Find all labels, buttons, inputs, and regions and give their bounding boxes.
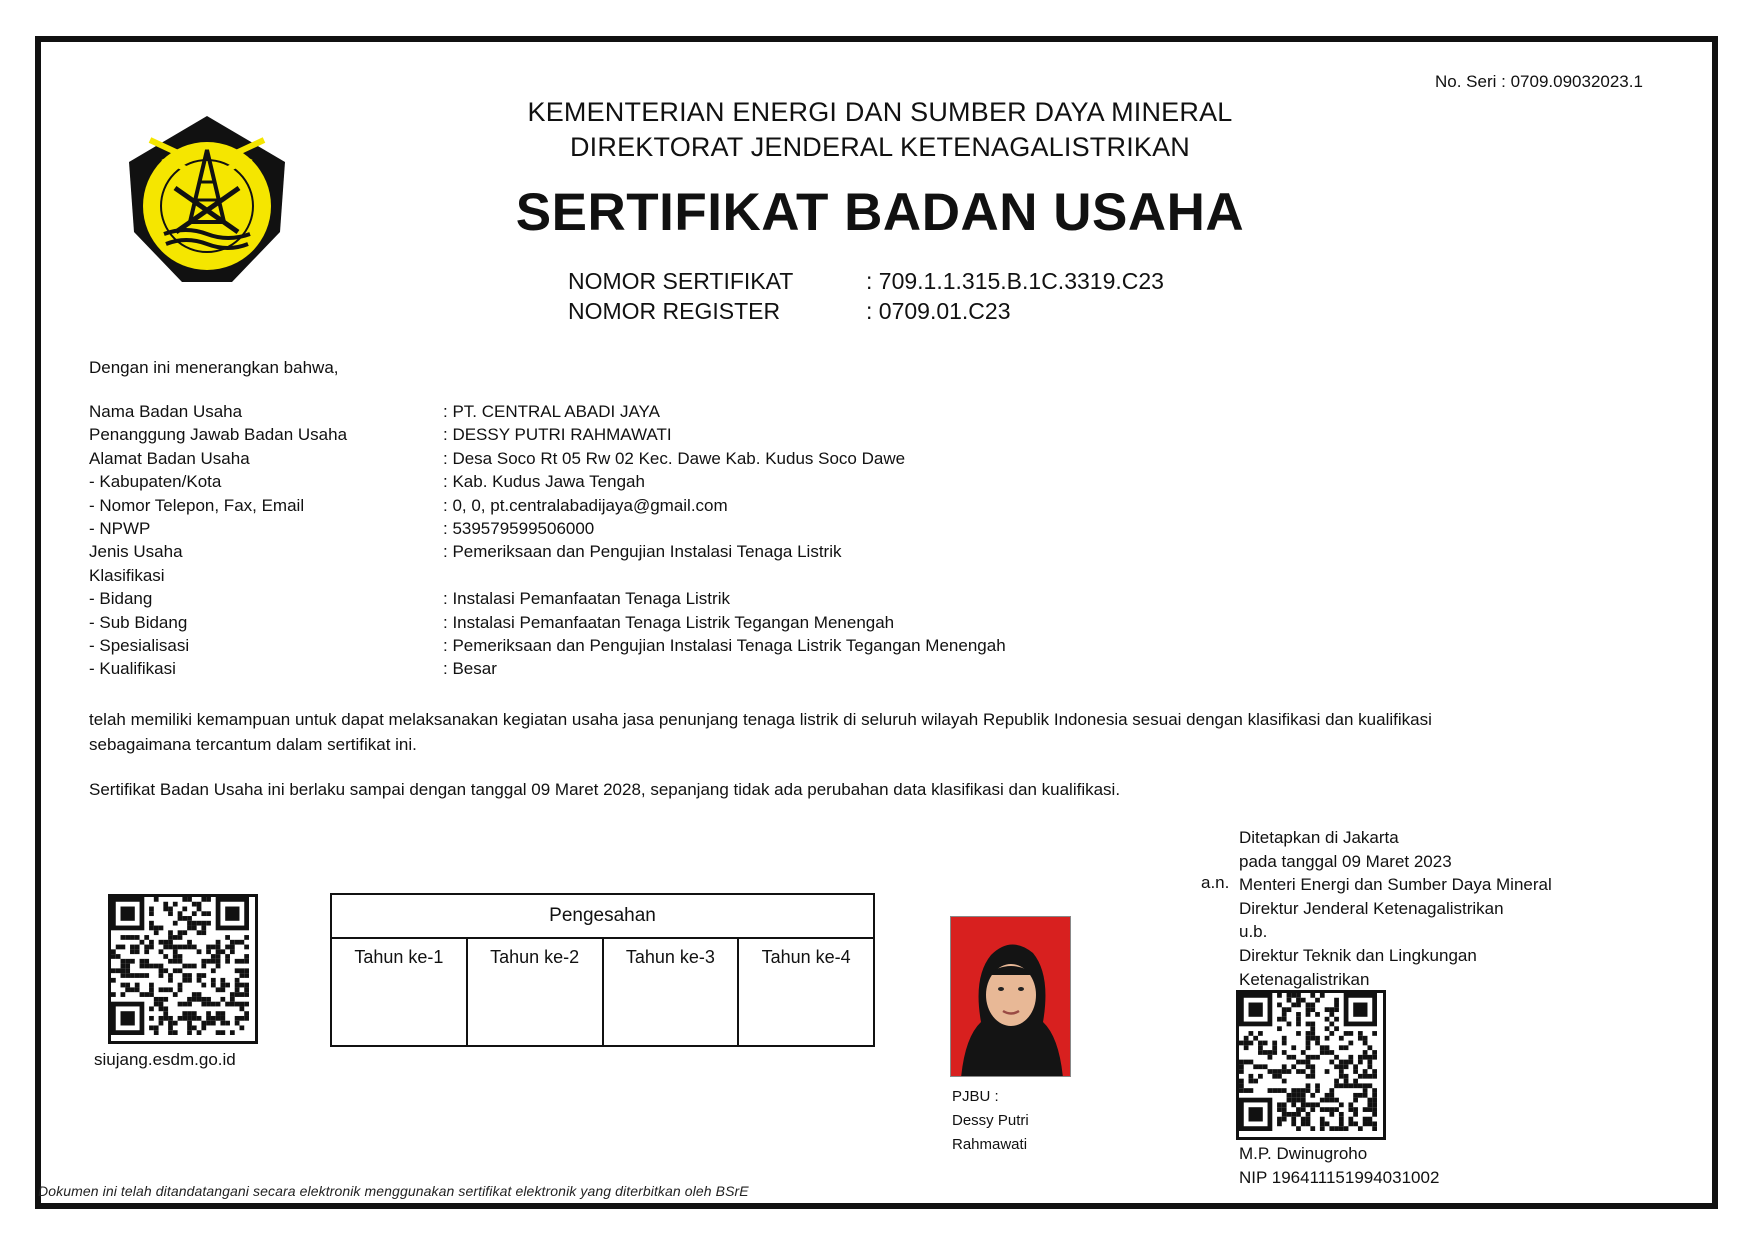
pengesahan-table xyxy=(330,893,875,1047)
pengesahan-title: Pengesahan xyxy=(332,895,873,939)
field-label: Penanggung Jawab Badan Usaha xyxy=(89,425,348,445)
nomor-register-value: : 0709.01.C23 xyxy=(866,298,1011,324)
electronic-signature-note: Dokumen ini telah ditandatangani secara elektronik menggunakan sertifikat elektronik yang diterbitkan oleh BSrE xyxy=(38,1183,749,1199)
nomor-sertifikat-value: : 709.1.1.315.B.1C.3319.C23 xyxy=(866,268,1164,294)
sign-line: u.b. xyxy=(1239,922,1268,942)
field-value: : Pemeriksaan dan Pengujian Instalasi Tenaga Listrik Tegangan Menengah xyxy=(443,635,1006,655)
sign-line: Direktur Jenderal Ketenagalistrikan xyxy=(1239,898,1504,918)
capability-paragraph xyxy=(89,707,1589,757)
field-value: : Pemeriksaan dan Pengujian Instalasi Tenaga Listrik xyxy=(443,542,842,562)
field-label: - Nomor Telepon, Fax, Email xyxy=(89,495,305,515)
field-label: Alamat Badan Usaha xyxy=(89,448,250,468)
company-fields xyxy=(89,402,1006,683)
portrait-photo-icon xyxy=(950,916,1071,1077)
field-row xyxy=(89,613,1006,636)
sign-line: Direktur Teknik dan Lingkungan xyxy=(1239,945,1477,965)
field-label: Jenis Usaha xyxy=(89,542,183,562)
signature-block xyxy=(1239,826,1552,991)
field-label: Nama Badan Usaha xyxy=(89,402,243,421)
field-label: - Sub Bidang xyxy=(89,612,188,632)
field-row xyxy=(89,566,1006,589)
validity-paragraph: Sertifikat Badan Usaha ini berlaku sampai dengan tanggal 09 Maret 2028, sepanjang tidak ada perubahan data klasifikasi dan kualifikasi. xyxy=(89,780,1121,799)
pjbu-name-line-1: Dessy Putri xyxy=(952,1112,1029,1129)
field-row xyxy=(89,425,1006,448)
capability-line-2: sebagaimana tercantum dalam sertifikat ini. xyxy=(89,735,417,754)
official-nip: NIP 196411151994031002 xyxy=(1239,1168,1440,1187)
field-label: - Bidang xyxy=(89,589,153,609)
siujang-caption: siujang.esdm.go.id xyxy=(94,1050,236,1069)
field-value: : 539579599506000 xyxy=(443,518,595,538)
capability-line-1: telah memiliki kemampuan untuk dapat melaksanakan kegiatan usaha jasa penunjang tenaga listrik di seluruh wilayah Republik Indonesia sesuai dengan klasifikasi dan kualifikasi xyxy=(89,710,1432,729)
serial-number: No. Seri : 0709.09032023.1 xyxy=(1435,72,1643,91)
field-row xyxy=(89,472,1006,495)
esdm-emblem-icon xyxy=(120,112,295,287)
field-row xyxy=(89,659,1006,682)
field-label: - Kabupaten/Kota xyxy=(89,472,222,492)
field-row xyxy=(89,636,1006,659)
field-row xyxy=(89,402,1006,425)
field-label: Klasifikasi xyxy=(89,565,165,585)
field-value: : PT. CENTRAL ABADI JAYA xyxy=(443,402,660,421)
sign-line: pada tanggal 09 Maret 2023 xyxy=(1239,851,1452,871)
field-row xyxy=(89,519,1006,542)
field-value: : Desa Soco Rt 05 Rw 02 Kec. Dawe Kab. Kudus Soco Dawe xyxy=(443,448,906,468)
sign-line: Ketenagalistrikan xyxy=(1239,969,1370,989)
pengesahan-col-4: Tahun ke-4 xyxy=(761,947,851,967)
sign-line: Menteri Energi dan Sumber Daya Mineral xyxy=(1239,875,1552,895)
qr-code-right-icon xyxy=(1236,990,1386,1140)
pengesahan-col-2: Tahun ke-2 xyxy=(468,939,604,1047)
pengesahan-col-3: Tahun ke-3 xyxy=(604,939,740,1047)
field-label: - NPWP xyxy=(89,518,151,538)
an-prefix: a.n. xyxy=(1201,873,1230,892)
sign-line: Ditetapkan di Jakarta xyxy=(1239,828,1399,847)
official-block xyxy=(1239,1142,1439,1190)
field-value: : Instalasi Pemanfaatan Tenaga Listrik Tegangan Menengah xyxy=(443,612,895,632)
nomor-sertifikat-label: NOMOR SERTIFIKAT xyxy=(568,268,794,294)
field-row xyxy=(89,542,1006,565)
pjbu-name-line-2: Rahmawati xyxy=(952,1136,1028,1153)
field-value: : 0, 0, pt.centralabadijaya@gmail.com xyxy=(443,495,728,515)
field-value: : Kab. Kudus Jawa Tengah xyxy=(443,472,645,492)
field-row xyxy=(89,449,1006,472)
nomor-register-row xyxy=(568,298,1011,325)
nomor-register-label: NOMOR REGISTER xyxy=(568,298,781,324)
field-label: - Kualifikasi xyxy=(89,659,176,679)
field-row xyxy=(89,589,1006,612)
field-value: : DESSY PUTRI RAHMAWATI xyxy=(443,425,672,445)
qr-code-left-icon xyxy=(108,894,258,1044)
field-value: : Instalasi Pemanfaatan Tenaga Listrik xyxy=(443,589,730,609)
field-row xyxy=(89,496,1006,519)
pengesahan-col-1: Tahun ke-1 xyxy=(332,939,468,1047)
nomor-sertifikat-row xyxy=(568,268,1164,295)
intro-text: Dengan ini menerangkan bahwa, xyxy=(89,358,339,377)
ministry-name: KEMENTERIAN ENERGI DAN SUMBER DAYA MINERAL xyxy=(527,97,1233,127)
field-value: : Besar xyxy=(443,659,497,679)
directorate-name: DIREKTORAT JENDERAL KETENAGALISTRIKAN xyxy=(569,132,1191,162)
official-name: M.P. Dwinugroho xyxy=(1239,1144,1368,1163)
pjbu-label: PJBU : xyxy=(952,1088,999,1105)
field-label: - Spesialisasi xyxy=(89,635,190,655)
certificate-title: SERTIFIKAT BADAN USAHA xyxy=(515,183,1245,242)
pjbu-caption xyxy=(952,1085,1029,1157)
